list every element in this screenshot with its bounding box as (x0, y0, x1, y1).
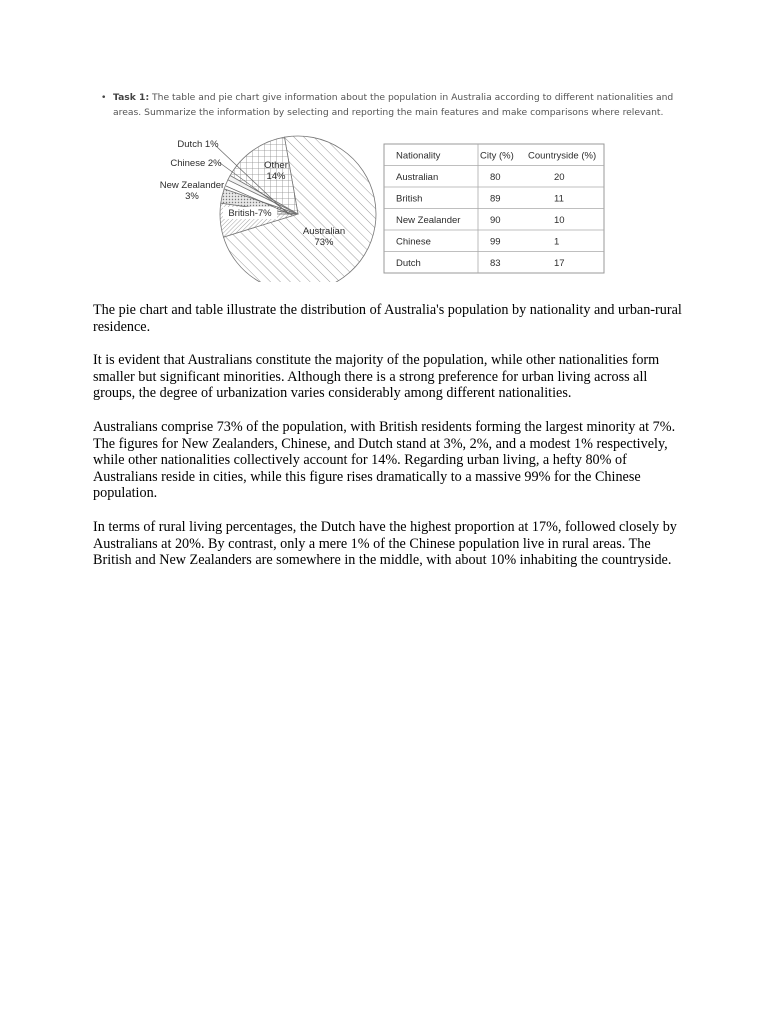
task-instruction (101, 91, 686, 120)
table-header-cell: City (%) (480, 150, 514, 162)
task-description: The table and pie chart give information about the population in Australia according to different nationalities and areas. Summarize the information by selecting and reporting the main features and make comparisons where relevant. (113, 92, 674, 118)
table-cell: 11 (554, 193, 564, 205)
pie-label-chinese: Chinese 2% (170, 158, 222, 169)
table-cell: Dutch (396, 257, 421, 269)
table-cell: 83 (490, 257, 501, 269)
table-cell: New Zealander (396, 214, 461, 226)
table-cell: 90 (490, 214, 501, 226)
task-figure (150, 132, 620, 282)
table-cell: 99 (490, 236, 501, 248)
pie-label-dutch: Dutch 1% (177, 139, 219, 150)
task-label: Task 1: (113, 92, 150, 103)
table-cell: 1 (554, 236, 560, 248)
bullet: • (101, 92, 107, 103)
pie-label-other: Other 14% (264, 160, 288, 182)
pie-label-new-zealander: New Zealander 3% (159, 180, 225, 202)
essay (93, 302, 683, 586)
pie-label-british: British-7% (228, 208, 272, 219)
table-cell: 89 (490, 193, 501, 205)
essay-paragraph-1: The pie chart and table illustrate the distribution of Australia's population by nationality and urban-rural residence. (93, 302, 682, 335)
task-text-block (113, 91, 686, 120)
table-cell: 20 (554, 171, 565, 183)
table-header-cell: Countryside (%) (528, 150, 597, 162)
essay-paragraph-4: In terms of rural living percentages, the Dutch have the highest proportion at 17%, followed closely by Australians at 20%. By contrast, only a mere 1% of the Chinese population live in rural areas. The British and New Zealanders are somewhere in the middle, with about 10% inhabiting the countryside. (93, 518, 677, 569)
table-cell: British (396, 193, 423, 205)
table-cell: Chinese (396, 236, 431, 248)
table-cell: 10 (554, 214, 565, 226)
figure-canvas (150, 132, 620, 282)
essay-paragraph-3: Australians comprise 73% of the population, with British residents forming the largest minority at 7%. The figures for New Zealanders, Chinese, and Dutch stand at 3%, 2%, and a modest 1% respectively, while other nationalities collectively account for 14%. Regarding urban living, a hefty 80% of Australians reside in cities, while this figure rises dramatically to a massive 99% for the Chinese population. (93, 418, 676, 502)
table-cell: 17 (554, 257, 565, 269)
essay-paragraph-2: It is evident that Australians constitute the majority of the population, while other nationalities form smaller but significant minorities. Although there is a strong preference for urban living across all groups, the degree of urbanization varies considerably among different nationalities. (93, 352, 660, 402)
pie-label-australian: Australian 73% (302, 226, 346, 248)
table-header-cell: Nationality (396, 150, 441, 162)
table-cell: Australian (396, 171, 439, 183)
table-cell: 80 (490, 171, 501, 183)
data-table (384, 144, 604, 273)
